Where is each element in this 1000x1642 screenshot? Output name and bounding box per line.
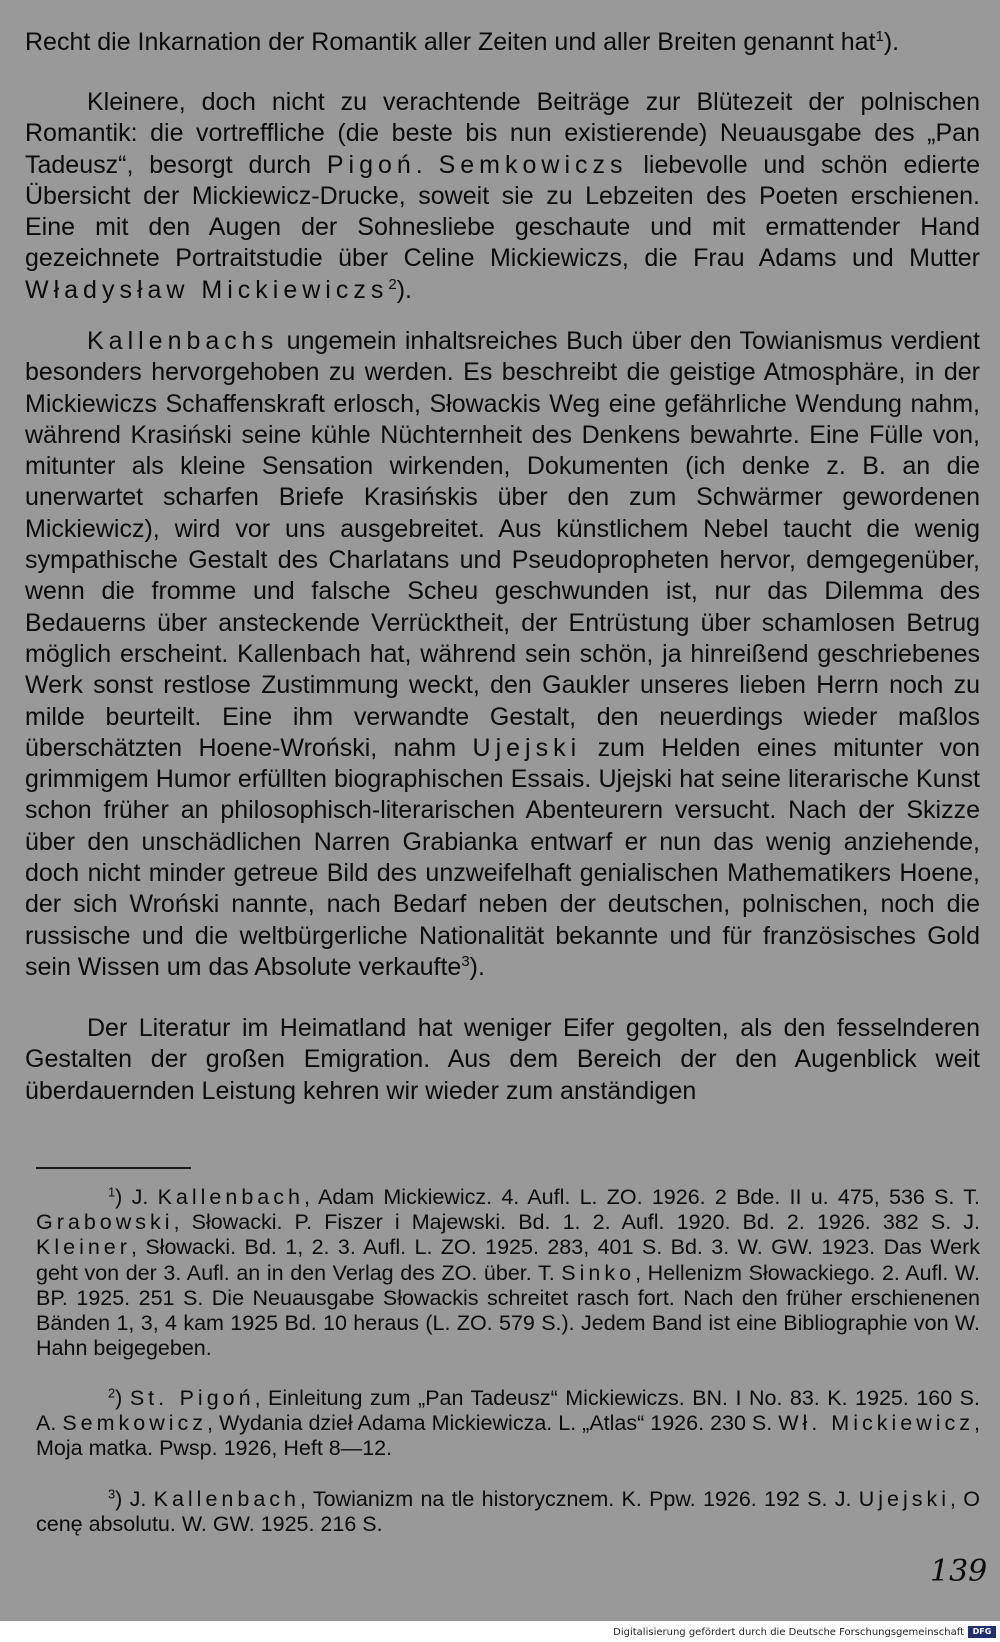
footnote-separator: [36, 1167, 191, 1169]
text: ): [115, 1487, 123, 1511]
footnote-number: 3: [108, 1486, 116, 1502]
text: .: [415, 150, 439, 179]
text: Kleinere, doch nicht zu verachtende Beiträge zur Blütezeit der polnischen Romantik: die vortreffliche (die beste bis nun existierende) Neuausgabe des „Pan Tadeusz“, besorgt durch: [25, 88, 980, 179]
footnote-marker[interactable]: 2: [388, 275, 397, 293]
author-name: Wł. Mickiewicz: [778, 1411, 975, 1436]
text: , Adam Mickiewicz. 4. Aufl. L. ZO. 1926. 2 Bde. II u. 475, 536 S. T.: [303, 1185, 980, 1209]
paragraph-2: [25, 87, 980, 306]
text: , Einleitung zum „Pan Tadeusz“ Mickiewiczs. BN. I No. 83. K. 1925. 160 S. A.: [36, 1386, 980, 1436]
author-name: Kallenbachs: [87, 327, 279, 355]
text: ungemein inhaltsreiches Buch über den Towianismus verdient besonders hervorgehoben zu werden. Es beschreibt die geistige Atmosphäre, in der Mickiewiczs Schaffenskraft erlosch, Słowackis Weg eine gefährliche Wendung nahm, während Krasiński seine kühle Nüchternheit des Denkens bewahrte. Eine Fülle von, mitunter als kleine Sensation wirkenden, Dokumenten (ich denke z. B. an die unerwartet scharfen Briefe Krasińskis über den zum Schwärmer gewordenen Mickiewicz), wird vor uns ausgebreitet. Aus künstlichem Nebel taucht die wenig sympathische Gestalt des Charlatans und Pseudopropheten hervor, demgegenüber, wenn die fromme und falsche Scheu geschwunden ist, nur das Dilemma des Bedauerns über ansteckende Verrücktheit, der Entrüstung über schamlosen Betrug möglich erscheint. Kallenbach hat, während sein schön, ja hinreißend geschriebenes Werk sonst restlose Zustimmung weckt, den Gaukler unseres lieben Herrn noch zu milde beurteilt. Eine ihm verwandte Gestalt, den neuerdings wieder maßlos überschätzten Hoene-Wroński, nahm: [25, 327, 980, 762]
text: , Moja matka. Pwsp. 1926, Heft 8—12.: [36, 1411, 980, 1461]
author-name: Władysław Mickiewiczs: [25, 275, 389, 304]
author-name: Ujejski: [472, 733, 582, 762]
footnote-number: 1: [108, 1184, 116, 1200]
text: ): [115, 1386, 123, 1410]
text: Der Literatur im Heimatland hat weniger Eifer gegolten, als den fesselnderen Gestalten der großen Emigration. Aus dem Bereich der den Augenblick weit überdauernden Leistung kehren wir wieder zum anständigen: [25, 1014, 980, 1105]
author-name: Kallenbach: [153, 1487, 300, 1511]
footnote-marker[interactable]: 3: [461, 952, 470, 970]
footnote-number: 2: [108, 1385, 116, 1401]
text: , Wydania dzieł Adama Mickiewicza. L. „Atlas“ 1926. 230 S.: [207, 1411, 779, 1436]
author-name: Grabowski: [36, 1210, 174, 1235]
text: ).: [883, 28, 900, 56]
text: liebevolle und schön edierte Übersicht der Mickiewicz-Drucke, soweit sie zu Lebzeiten des Poeten erschienen. Eine mit den Augen der Sohnesliebe geschaute und mit ermattender Hand gezeichnete Portraitstudie über Celine Mickiewiczs, die Frau Adams und Mutter: [25, 150, 980, 273]
text: ): [115, 1185, 123, 1209]
text: Recht die Inkarnation der Romantik aller Zeiten und aller Breiten genannt hat: [25, 28, 876, 56]
author-name: Ujejski: [858, 1487, 951, 1511]
text: J.: [129, 1487, 154, 1511]
footnote-marker[interactable]: 1: [875, 28, 884, 45]
text: J.: [131, 1185, 158, 1209]
dfg-logo-icon: DFG: [968, 1626, 996, 1638]
digitization-credit: Digitalisierung gefördert durch die Deutsche Forschungsgemeinschaft: [613, 1627, 964, 1638]
footnote-1: [36, 1185, 980, 1361]
footnote-2: [36, 1386, 980, 1462]
paragraph-3: [25, 326, 980, 983]
text: ).: [396, 275, 412, 304]
text: , O cenę absolutu. W. GW. 1925. 216 S.: [36, 1487, 980, 1537]
text: zum Helden eines mitunter von grimmigem Humor erfüllten biographischen Essais. Ujejski hat seine literarische Kunst schon früher an philosophisch-literarischen Abenteurern versucht. Nach der Skizze über den unschädlichen Narren Grabianka entwarf er nun das wenig anziehende, doch nicht minder getreue Bild des unzweifelhaft genialischen Mathematikers Hoene, der sich Wroński nannte, nach Bedarf neben der deutschen, polnischen, noch die russische und die weltbürgerliche Nationalität bekannte und für französisches Gold sein Wissen um das Absolute verkaufte: [25, 733, 980, 981]
author-name: Kleiner: [36, 1235, 131, 1260]
page-number: 139: [930, 1554, 988, 1589]
footnote-3: [36, 1487, 980, 1537]
author-name: Kallenbach: [157, 1185, 304, 1209]
author-name: St. Pigoń: [129, 1386, 255, 1410]
text: , Hellenizm Słowackiego. 2. Aufl. W. BP. 1925. 251 S. Die Neuausgabe Słowackis schreitet rasch fort. Nach den früher erschienenen Bänden 1, 3, 4 kam 1925 Bd. 10 heraus (L. ZO. 579 S.). Jedem Band ist eine Bibliographie von W. Hahn beigegeben.: [36, 1260, 980, 1361]
paragraph-1: [25, 27, 980, 58]
author-name: Pigoń: [326, 150, 416, 179]
text: ).: [469, 952, 485, 981]
text: , Słowacki. Bd. 1, 2. 3. Aufl. L. ZO. 1925. 283, 401 S. Bd. 3. W. GW. 1923. Das Werk geht von der 3. Aufl. an in den Verlag des ZO. über. T.: [36, 1235, 980, 1285]
author-name: Semkowicz: [62, 1411, 208, 1436]
text: , Towianizm na tle historycznem. K. Ppw. 1926. 192 S. J.: [300, 1487, 859, 1511]
author-name: Sinko: [561, 1260, 636, 1285]
paragraph-4: [25, 1013, 980, 1107]
author-name: Semkowiczs: [438, 150, 628, 179]
text: , Słowacki. P. Fiszer i Majewski. Bd. 1. 2. Aufl. 1920. Bd. 2. 1926. 382 S. J.: [173, 1210, 980, 1235]
